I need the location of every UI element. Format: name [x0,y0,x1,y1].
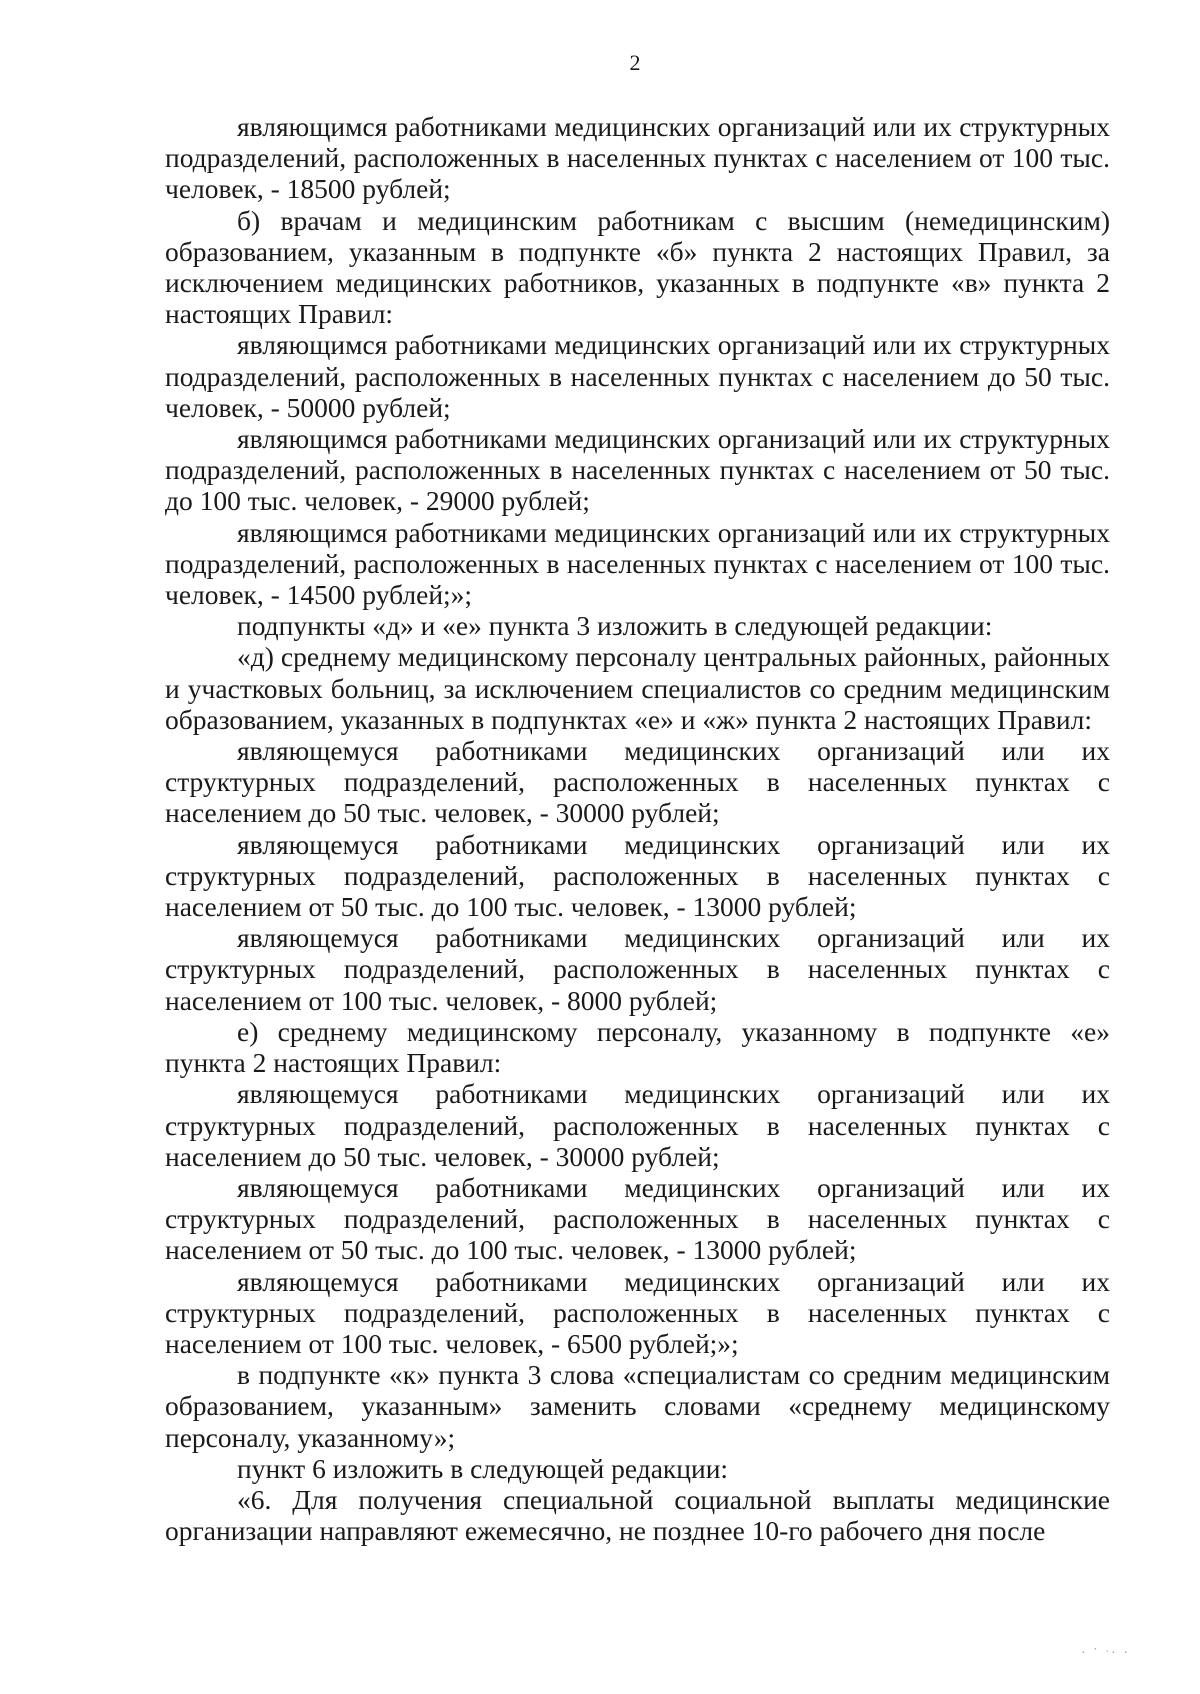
paragraph: являющемуся работниками медицинских организаций или их структурных подразделений, расположенных в населенных пунктах с населением от 100 тыс. человек, - 6500 рублей;»; [165,1265,1110,1359]
paragraph: являющемуся работниками медицинских организаций или их структурных подразделений, расположенных в населенных пунктах с населением от 50 тыс. до 100 тыс. человек, - 13000 рублей; [165,1171,1110,1266]
paragraph: б) врачам и медицинским работникам с высшим (немедицинским) образованием, указанным в подпункте «б» пункта 2 настоящих Правил, за исключением медицинских работников, указанных в подпункте «в» пункта 2 настоящих Правил: [165,204,1110,330]
paragraph: являющимся работниками медицинских организаций или их структурных подразделений, расположенных в населенных пунктах с населением от 100 тыс. человек, - 18500 рублей; [165,111,1110,205]
paragraph: «6. Для получения специальной социальной выплаты медицинские организации направляют ежемесячно, не позднее 10-го рабочего дня после [165,1483,1110,1547]
paragraph: подпункты «д» и «е» пункта 3 изложить в следующей редакции: [237,610,993,642]
paragraph: являющимся работниками медицинских организаций или их структурных подразделений, расположенных в населенных пунктах с населением от 50 тыс. до 100 тыс. человек, - 29000 рублей; [165,423,1110,517]
page-number: 2 [629,50,641,75]
paragraph: являющемуся работниками медицинских организаций или их структурных подразделений, расположенных в населенных пунктах с населением до 50 тыс. человек, - 30000 рублей; [165,1078,1110,1172]
paragraph: являющемуся работниками медицинских организаций или их структурных подразделений, расположенных в населенных пунктах с населением от 50 тыс. до 100 тыс. человек, - 13000 рублей; [165,828,1110,923]
paragraph: пункт 6 изложить в следующей редакции: [237,1452,729,1484]
paragraph: являющимся работниками медицинских организаций или их структурных подразделений, расположенных в населенных пунктах с населением до 50 тыс. человек, - 50000 рублей; [165,329,1110,423]
paragraph: являющемуся работниками медицинских организаций или их структурных подразделений, расположенных в населенных пунктах с населением до 50 тыс. человек, - 30000 рублей; [165,735,1110,829]
paragraph: «д) среднему медицинскому персоналу центральных районных, районных и участковых больниц, за исключением специалистов со средним медицинским образованием, указанных в подпунктах «е» и «ж» пункта 2 настоящих Правил: [165,641,1110,735]
paragraph: е) среднему медицинскому персоналу, указанному в подпункте «е» пункта 2 настоящих Правил: [165,1015,1110,1079]
paragraph: являющемуся работниками медицинских организаций или их структурных подразделений, расположенных в населенных пунктах с населением от 100 тыс. человек, - 8000 рублей; [165,922,1110,1016]
document-body [165,111,1110,1546]
scan-artifact: · ˙ ˑ· · [1080,1646,1130,1661]
paragraph: в подпункте «к» пункта 3 слова «специалистам со средним медицинским образованием, указанным» заменить словами «среднему медицинскому персоналу, указанному»; [165,1359,1110,1453]
paragraph: являющимся работниками медицинских организаций или их структурных подразделений, расположенных в населенных пунктах с населением от 100 тыс. человек, - 14500 рублей;»; [165,516,1110,611]
